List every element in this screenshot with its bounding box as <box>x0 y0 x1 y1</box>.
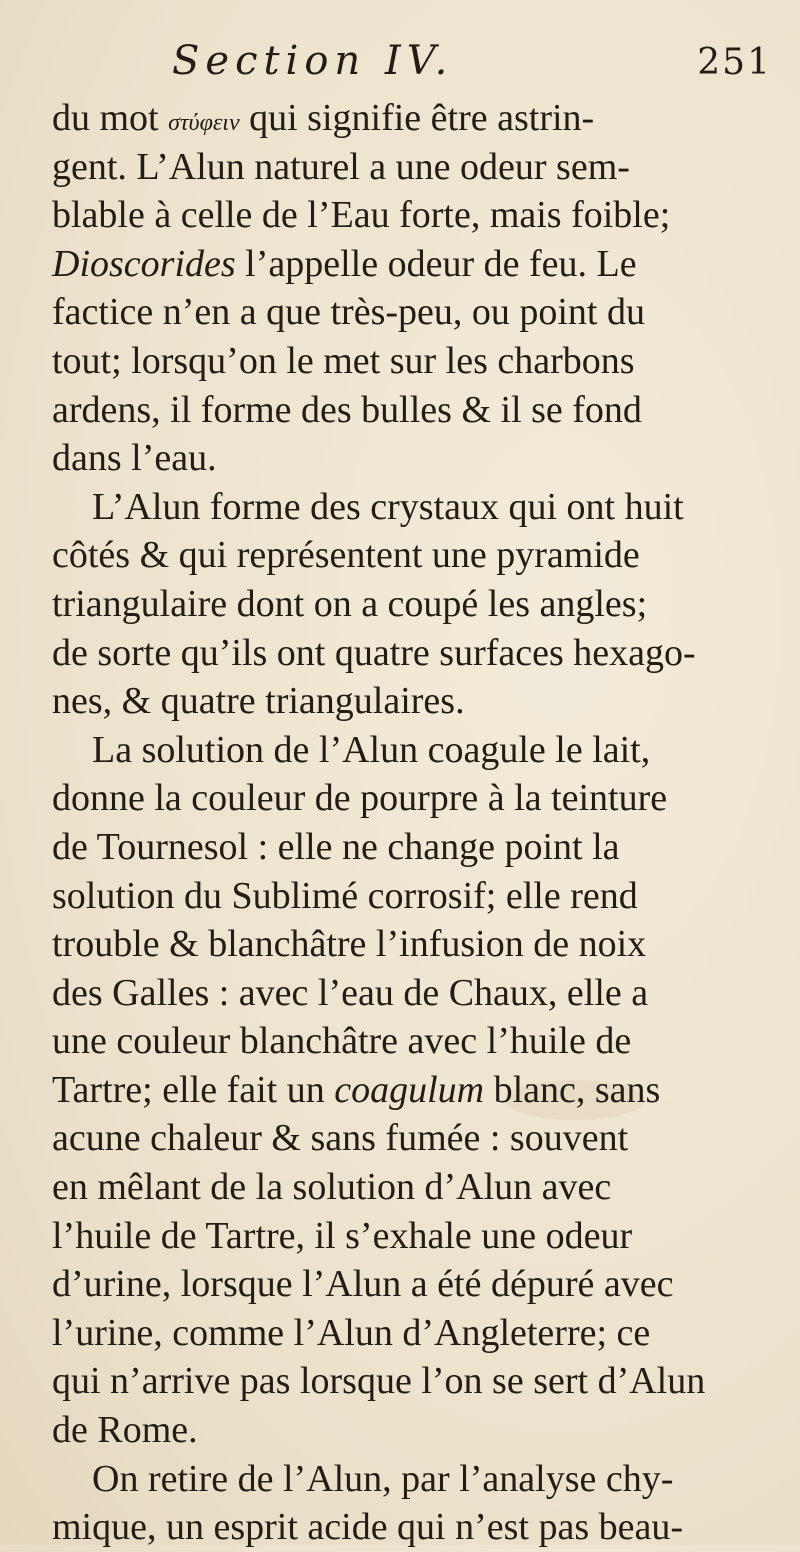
author-name: Dioscorides <box>52 242 236 285</box>
text-line: blable à celle de l’Eau forte, mais foible; <box>52 194 671 237</box>
text-line: des Galles : avec l’eau de Chaux, elle a <box>52 971 649 1014</box>
text-line: nes, & quatre triangulaires. <box>52 680 465 723</box>
text-line: triangulaire dont on a coupé les angles; <box>52 582 648 625</box>
paragraph-start: L’Alun forme des crystaux qui ont huit <box>92 485 684 528</box>
text-line: Tartre; elle fait un coagulum blanc, sans <box>52 1068 661 1111</box>
text-line: qui n’arrive pas lorsque l’on se sert d’Alun <box>52 1360 706 1403</box>
text-line: donne la couleur de pourpre à la teinture <box>52 777 668 820</box>
text-line: de sorte qu’ils ont quatre surfaces hexago- <box>52 631 696 674</box>
text-line: de Tournesol : elle ne change point la <box>52 825 620 868</box>
text-line: trouble & blanchâtre l’infusion de noix <box>52 923 647 966</box>
greek-word: στύφειν <box>168 110 240 136</box>
paragraph-start: On retire de l’Alun, par l’analyse chy- <box>92 1457 674 1500</box>
text-line: dans l’eau. <box>52 437 217 480</box>
body-text <box>52 94 782 1552</box>
text-line: tout; lorsqu’on le met sur les charbons <box>52 339 635 382</box>
running-head: Section IV. <box>172 38 454 84</box>
text-line: l’huile de Tartre, il s’exhale une odeur <box>52 1214 633 1257</box>
paragraph-start: La solution de l’Alun coagule le lait, <box>92 728 651 771</box>
text-line: factice n’en a que très-peu, ou point du <box>52 291 645 334</box>
text-line: d’urine, lorsque l’Alun a été dépuré avec <box>52 1263 674 1306</box>
text-line: de Rome. <box>52 1409 198 1452</box>
text-line: acune chaleur & sans fumée : souvent <box>52 1117 629 1160</box>
text-line: côtés & qui représentent une pyramide <box>52 534 640 577</box>
page-number: 251 <box>697 42 772 83</box>
page-header <box>52 38 782 94</box>
text-line: gent. L’Alun naturel a une odeur sem- <box>52 145 630 188</box>
text-line: Dioscorides l’appelle odeur de feu. Le <box>52 242 637 285</box>
text-line: du mot στύφειν qui signifie être astrin- <box>52 97 595 139</box>
text-line: l’urine, comme l’Alun d’Angleterre; ce <box>52 1311 651 1354</box>
text-line: en mêlant de la solution d’Alun avec <box>52 1166 612 1209</box>
latin-term: coagulum <box>334 1068 485 1111</box>
text-line: une couleur blanchâtre avec l’huile de <box>52 1020 632 1063</box>
book-page <box>52 38 782 1552</box>
text-line: ardens, il forme des bulles & il se fond <box>52 388 642 431</box>
text-line: solution du Sublimé corrosif; elle rend <box>52 874 638 917</box>
text-line: mique, un esprit acide qui n’est pas beau- <box>52 1506 684 1549</box>
